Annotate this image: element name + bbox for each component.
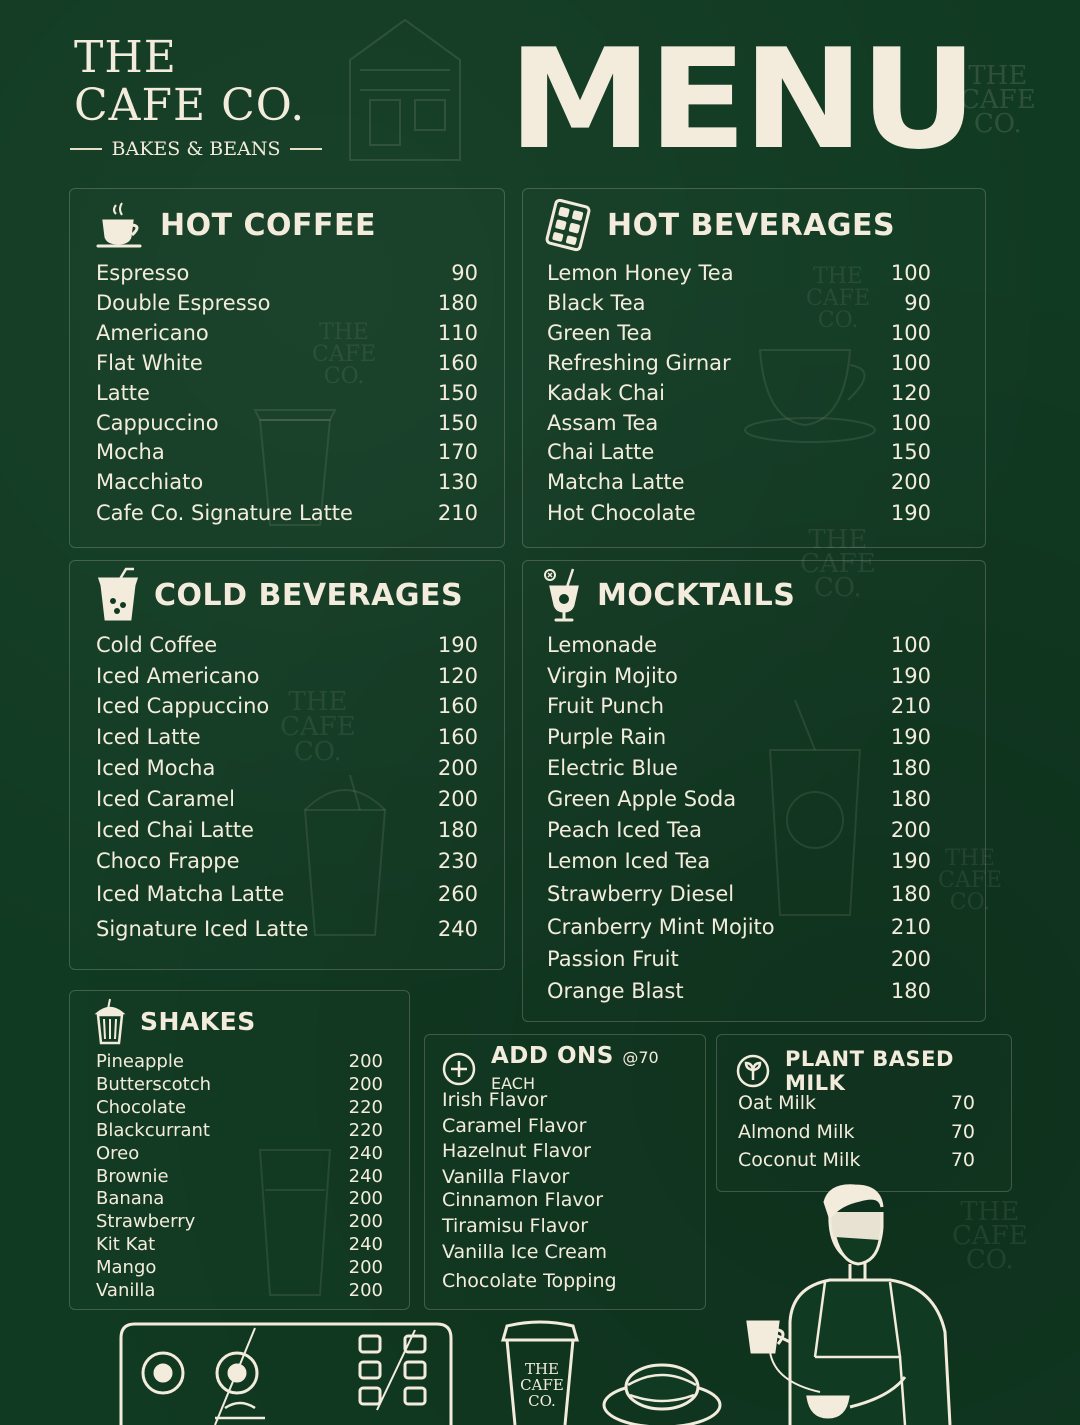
menu-item — [547, 501, 931, 525]
barista-illustration — [730, 1182, 960, 1425]
section-header — [94, 997, 256, 1045]
shakes-section — [69, 990, 410, 1310]
item-price: 100 — [890, 351, 931, 375]
item-price: 190 — [890, 849, 931, 873]
item-price: 240 — [437, 917, 478, 941]
menu-item — [547, 291, 931, 315]
item-name: Flat White — [96, 351, 203, 375]
item-name: Iced Caramel — [96, 787, 235, 811]
item-name: Tiramisu Flavor — [442, 1215, 589, 1237]
item-price: 200 — [348, 1211, 383, 1232]
brand-tagline-text: BAKES & BEANS — [111, 138, 281, 160]
section-header — [543, 567, 795, 623]
menu-item — [96, 1234, 383, 1255]
item-price: 210 — [890, 915, 931, 939]
item-name: Almond Milk — [738, 1121, 855, 1143]
watermark-logo: THE CAFE CO. — [938, 846, 1003, 915]
menu-item — [547, 694, 931, 718]
item-price: 70 — [950, 1121, 975, 1143]
menu-item — [96, 725, 478, 749]
menu-item — [547, 979, 931, 1003]
menu-item — [96, 849, 478, 873]
menu-item — [96, 756, 478, 780]
item-price: 190 — [890, 664, 931, 688]
menu-item — [547, 411, 931, 435]
menu-item — [96, 261, 478, 285]
menu-item — [547, 351, 931, 375]
item-price: 100 — [890, 321, 931, 345]
add-ons-title: ADD ONS — [491, 1043, 614, 1069]
menu-item — [96, 1166, 383, 1187]
item-name: Strawberry Diesel — [547, 882, 735, 906]
item-name: Assam Tea — [547, 411, 659, 435]
menu-item — [96, 351, 478, 375]
sandwich-plate-illustration — [600, 1345, 725, 1425]
menu-item — [547, 321, 931, 345]
item-price: 180 — [890, 882, 931, 906]
item-price: 150 — [890, 440, 931, 464]
item-price: 70 — [950, 1092, 975, 1114]
item-price: 180 — [890, 979, 931, 1003]
menu-item — [547, 787, 931, 811]
item-name: Iced Mocha — [96, 756, 216, 780]
menu-item — [96, 501, 478, 525]
storefront-illustration — [330, 0, 480, 170]
menu-item — [96, 1097, 383, 1118]
item-name: Mango — [96, 1257, 157, 1278]
item-name: Irish Flavor — [442, 1089, 548, 1111]
menu-item — [442, 1241, 689, 1263]
item-name: Double Espresso — [96, 291, 271, 315]
menu-item — [442, 1215, 689, 1237]
item-price: 120 — [437, 664, 478, 688]
section-title: HOT BEVERAGES — [607, 207, 896, 243]
menu-item — [96, 882, 478, 906]
item-price: 120 — [890, 381, 931, 405]
item-price: 100 — [890, 261, 931, 285]
watermark-logo: THE CAFE CO. — [952, 1197, 1028, 1275]
cup-logo-label: THE CAFE CO. — [520, 1360, 564, 1410]
menu-item — [442, 1089, 689, 1111]
item-price: 200 — [348, 1051, 383, 1072]
item-price: 190 — [890, 501, 931, 525]
item-name: Cinnamon Flavor — [442, 1189, 604, 1211]
section-header — [543, 197, 895, 253]
section-title — [491, 1043, 705, 1095]
cocktail-glass-icon — [543, 567, 583, 623]
coffee-cup-icon — [94, 199, 146, 251]
menu-item — [442, 1189, 689, 1211]
menu-item — [547, 381, 931, 405]
section-title: HOT COFFEE — [160, 207, 377, 243]
item-price: 200 — [890, 470, 931, 494]
mocktails-section — [522, 560, 986, 1022]
item-name: Blackcurrant — [96, 1120, 210, 1141]
item-name: Pineapple — [96, 1051, 184, 1072]
item-name: Coconut Milk — [738, 1149, 861, 1171]
menu-item — [738, 1121, 975, 1143]
menu-item — [547, 470, 931, 494]
menu-item — [442, 1140, 689, 1162]
menu-item — [96, 321, 478, 345]
plant-based-milk-section — [716, 1034, 1012, 1192]
menu-item — [547, 440, 931, 464]
item-price: 160 — [437, 725, 478, 749]
item-price: 200 — [348, 1074, 383, 1095]
menu-item — [96, 818, 478, 842]
menu-item — [96, 1051, 383, 1072]
item-price: 100 — [890, 411, 931, 435]
menu-item — [96, 787, 478, 811]
item-name: Hot Chocolate — [547, 501, 696, 525]
item-name: Kadak Chai — [547, 381, 665, 405]
watermark-logo: THE CAFE CO. — [806, 264, 871, 333]
item-price: 260 — [437, 882, 478, 906]
item-name: Latte — [96, 381, 150, 405]
item-name: Espresso — [96, 261, 190, 285]
menu-item — [96, 664, 478, 688]
menu-item — [96, 694, 478, 718]
menu-item — [96, 917, 478, 941]
section-title: MOCKTAILS — [597, 577, 796, 613]
item-price: 190 — [890, 725, 931, 749]
brand-name-line2: CAFE CO. — [74, 80, 306, 131]
item-price: 90 — [451, 261, 478, 285]
item-name: Iced Latte — [96, 725, 201, 749]
menu-item — [547, 633, 931, 657]
tea-bag-box-icon — [543, 197, 593, 253]
item-price: 200 — [890, 947, 931, 971]
menu-item — [96, 470, 478, 494]
item-name: Orange Blast — [547, 979, 684, 1003]
item-price: 90 — [904, 291, 931, 315]
section-header — [735, 1047, 1011, 1095]
item-name: Cafe Co. Signature Latte — [96, 501, 353, 525]
menu-item — [96, 1280, 383, 1301]
hot-coffee-section — [69, 188, 505, 548]
item-name: Oreo — [96, 1143, 140, 1164]
item-name: Signature Iced Latte — [96, 917, 309, 941]
divider — [290, 148, 322, 150]
section-header — [94, 199, 376, 251]
section-header — [96, 567, 463, 623]
milkshake-icon — [94, 997, 126, 1045]
item-name: Vanilla Ice Cream — [442, 1241, 608, 1263]
watermark-logo: THE CAFE CO. — [280, 687, 356, 767]
menu-item — [547, 261, 931, 285]
menu-item — [442, 1115, 689, 1137]
menu-item — [547, 818, 931, 842]
item-price: 200 — [348, 1280, 383, 1301]
divider — [70, 148, 102, 150]
item-name: Passion Fruit — [547, 947, 679, 971]
item-price: 210 — [890, 694, 931, 718]
page-title: MENU — [508, 19, 974, 180]
menu-item — [547, 882, 931, 906]
item-price: 190 — [437, 633, 478, 657]
item-name: Banana — [96, 1188, 165, 1209]
menu-item — [96, 1074, 383, 1095]
item-name: Green Tea — [547, 321, 653, 345]
item-name: Peach Iced Tea — [547, 818, 702, 842]
section-header — [441, 1043, 705, 1095]
item-price: 200 — [348, 1188, 383, 1209]
item-price: 180 — [890, 787, 931, 811]
item-price: 150 — [437, 381, 478, 405]
item-price: 220 — [348, 1097, 383, 1118]
item-name: Virgin Mojito — [547, 664, 678, 688]
menu-item — [96, 440, 478, 464]
item-price: 180 — [437, 291, 478, 315]
item-name: Chocolate Topping — [442, 1270, 617, 1292]
plus-circle-icon — [441, 1051, 477, 1087]
item-name: Iced Matcha Latte — [96, 882, 285, 906]
item-price: 240 — [348, 1143, 383, 1164]
menu-item — [96, 411, 478, 435]
menu-item — [96, 1211, 383, 1232]
item-price: 240 — [348, 1234, 383, 1255]
item-name: Caramel Flavor — [442, 1115, 587, 1137]
item-name: Strawberry — [96, 1211, 196, 1232]
item-name: Mocha — [96, 440, 165, 464]
menu-item — [547, 915, 931, 939]
item-name: Matcha Latte — [547, 470, 685, 494]
section-title: PLANT BASED MILK — [785, 1047, 954, 1095]
item-name: Macchiato — [96, 470, 204, 494]
item-name: Cappuccino — [96, 411, 219, 435]
item-name: Iced Chai Latte — [96, 818, 254, 842]
item-name: Vanilla — [96, 1280, 156, 1301]
menu-item — [96, 291, 478, 315]
item-price: 180 — [890, 756, 931, 780]
item-name: Butterscotch — [96, 1074, 211, 1095]
menu-item — [547, 947, 931, 971]
watermark-logo: THE CAFE CO. — [312, 320, 377, 389]
item-name: Vanilla Flavor — [442, 1166, 570, 1188]
item-price: 160 — [437, 351, 478, 375]
item-price: 130 — [437, 470, 478, 494]
cold-beverages-section — [69, 560, 505, 970]
section-title: COLD BEVERAGES — [154, 577, 464, 613]
item-price: 180 — [437, 818, 478, 842]
item-price: 230 — [437, 849, 478, 873]
item-price: 170 — [437, 440, 478, 464]
item-name: Lemon Honey Tea — [547, 261, 734, 285]
iced-drink-icon — [96, 567, 140, 623]
menu-item — [96, 381, 478, 405]
brand-tagline — [70, 138, 322, 160]
menu-item — [96, 633, 478, 657]
menu-item — [547, 849, 931, 873]
menu-item — [442, 1270, 689, 1292]
item-price: 210 — [437, 501, 478, 525]
section-title: SHAKES — [140, 1006, 256, 1036]
item-name: Lemonade — [547, 633, 657, 657]
menu-item — [547, 664, 931, 688]
brand-name-line1: THE — [74, 32, 177, 83]
item-price: 70 — [950, 1149, 975, 1171]
espresso-machine-illustration — [115, 1318, 455, 1425]
menu-item — [547, 725, 931, 749]
item-name: Americano — [96, 321, 209, 345]
sprout-icon — [735, 1053, 771, 1089]
item-name: Choco Frappe — [96, 849, 240, 873]
item-name: Purple Rain — [547, 725, 667, 749]
menu-item — [96, 1143, 383, 1164]
item-price: 200 — [890, 818, 931, 842]
item-name: Refreshing Girnar — [547, 351, 731, 375]
item-price: 200 — [348, 1257, 383, 1278]
item-name: Electric Blue — [547, 756, 678, 780]
item-price: 220 — [348, 1120, 383, 1141]
menu-item — [96, 1257, 383, 1278]
menu-item — [96, 1188, 383, 1209]
item-name: Kit Kat — [96, 1234, 156, 1255]
item-name: Fruit Punch — [547, 694, 665, 718]
hot-beverages-section — [522, 188, 986, 548]
menu-item — [96, 1120, 383, 1141]
menu-item — [547, 756, 931, 780]
item-name: Iced Americano — [96, 664, 260, 688]
item-name: Chai Latte — [547, 440, 655, 464]
item-price: 200 — [437, 756, 478, 780]
item-price: 100 — [890, 633, 931, 657]
item-price: 150 — [437, 411, 478, 435]
item-name: Cold Coffee — [96, 633, 218, 657]
add-ons-price-note: @70 EACH — [491, 1048, 659, 1093]
menu-item — [738, 1092, 975, 1114]
item-name: Lemon Iced Tea — [547, 849, 711, 873]
item-price: 240 — [348, 1166, 383, 1187]
add-ons-section — [424, 1034, 706, 1310]
item-name: Oat Milk — [738, 1092, 817, 1114]
menu-item — [442, 1166, 689, 1188]
item-name: Hazelnut Flavor — [442, 1140, 591, 1162]
menu-item — [738, 1149, 975, 1171]
item-name: Green Apple Soda — [547, 787, 737, 811]
item-price: 200 — [437, 787, 478, 811]
watermark-logo: THE CAFE CO. — [960, 61, 1036, 139]
item-name: Black Tea — [547, 291, 646, 315]
watermark-logo: THE CAFE CO. — [800, 525, 876, 603]
item-price: 160 — [437, 694, 478, 718]
item-name: Iced Cappuccino — [96, 694, 270, 718]
item-price: 110 — [437, 321, 478, 345]
item-name: Cranberry Mint Mojito — [547, 915, 775, 939]
item-name: Brownie — [96, 1166, 169, 1187]
item-name: Chocolate — [96, 1097, 187, 1118]
